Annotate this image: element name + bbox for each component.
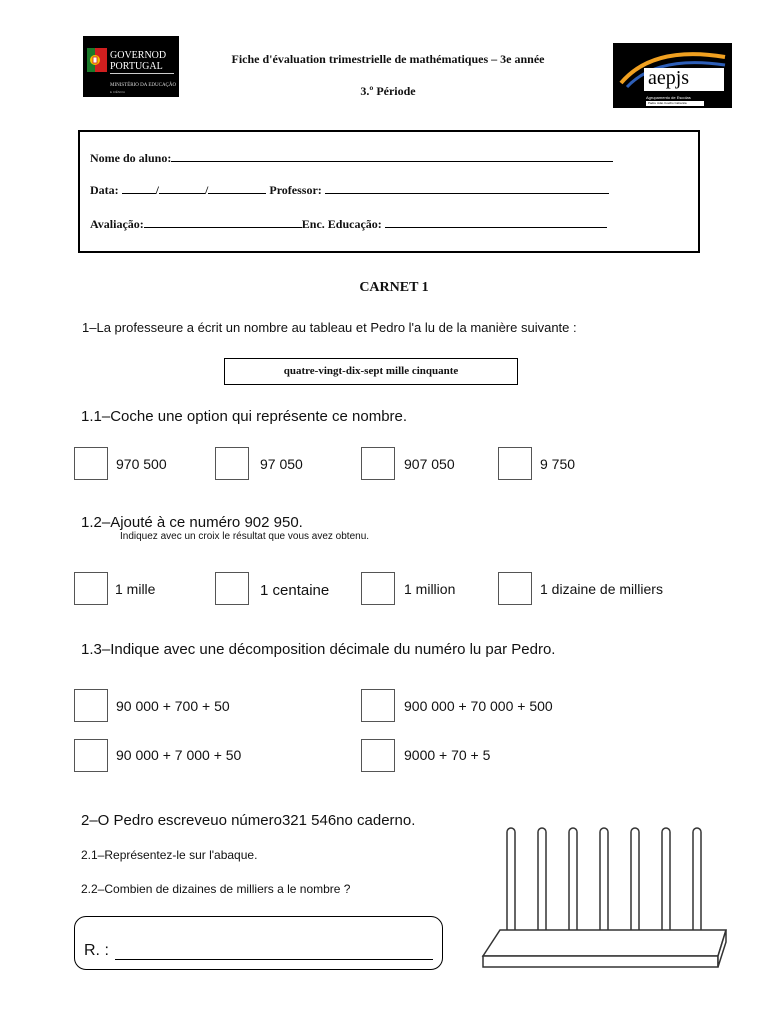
q1-1-option-2: 97 050 [260,456,303,472]
q1-3-checkbox-2[interactable] [361,689,395,722]
ministry-label-2: E CIÊNCIA [110,90,126,94]
question-1-2-text: 1.2–Ajouté à ce numéro 902 950. [81,514,303,531]
period-label: 3.º Période [360,84,416,98]
abacus-icon [478,822,730,972]
q1-2-option-2: 1 centaine [260,582,330,599]
q1-2-checkbox-2[interactable] [215,572,249,605]
date-separator: / [205,183,209,197]
q1-3-checkbox-3[interactable] [74,739,108,772]
q1-3-option-1: 90 000 + 700 + 50 [116,698,230,714]
q1-3-option-2: 900 000 + 70 000 + 500 [404,698,553,714]
q1-1-checkbox-2[interactable] [215,447,249,480]
answer-label: R. : [84,942,109,959]
date-label: Data: [90,183,119,197]
logo-divider [110,73,174,74]
ministry-label: MINISTÉRIO DA EDUCAÇÃO [110,83,177,88]
q1-2-option-3: 1 million [404,581,456,597]
school-logo-box [644,68,724,91]
school-logo-text: aepjs [648,67,690,89]
question-1-2-note: Indiquez avec un croix le résultat que vous avez obtenu. [120,531,370,542]
q1-3-checkbox-1[interactable] [74,689,108,722]
question-2-1-text: 2.1–Représentez-le sur l'abaque. [81,848,258,862]
guardian-label: Enc. Educação: [301,217,382,231]
q1-1-checkbox-4[interactable] [498,447,532,480]
question-1-text: 1–La professeure a écrit un nombre au tableau et Pedro l'a lu de la manière suivante : [82,320,577,335]
government-logo-title: GOVERNOD PORTUGAL [110,50,167,72]
q1-2-checkbox-1[interactable] [74,572,108,605]
carnet-title: CARNET 1 [359,280,429,295]
answer-line[interactable] [115,959,433,960]
date-year-field[interactable] [208,183,266,194]
q1-2-checkbox-3[interactable] [361,572,395,605]
date-month-field[interactable] [159,183,205,194]
q1-3-option-4: 9000 + 70 + 5 [404,747,491,763]
school-logo-line1: Agrupamento de Escolas [646,95,691,100]
date-row [90,183,609,198]
student-name-row [90,151,613,166]
date-day-field[interactable] [122,183,156,194]
q1-2-checkbox-4[interactable] [498,572,532,605]
student-info-box [78,130,700,253]
q1-3-checkbox-4[interactable] [361,739,395,772]
q1-1-checkbox-1[interactable] [74,447,108,480]
q1-1-option-3: 907 050 [404,456,455,472]
question-1-1-text: 1.1–Coche une option qui représente ce nombre. [81,408,408,425]
q1-1-option-4: 9 750 [540,456,576,472]
answer-box [74,916,443,970]
grade-label: Avaliação: [90,217,144,231]
number-in-words-box: quatre-vingt-dix-sept mille cinquante [224,358,518,385]
grade-row [90,217,607,232]
guardian-field[interactable] [385,217,607,228]
q1-2-option-4: 1 dizaine de milliers [540,581,663,597]
teacher-field[interactable] [325,183,609,194]
page-title: Fiche d'évaluation trimestrielle de mathématiques – 3e année [231,52,545,66]
q1-3-option-3: 90 000 + 7 000 + 50 [116,747,242,763]
q1-1-checkbox-3[interactable] [361,447,395,480]
school-logo [613,43,732,108]
question-1-3-text: 1.3–Indique avec une décomposition décimale du numéro lu par Pedro. [81,641,556,658]
grade-field[interactable] [144,217,302,228]
q1-2-option-1: 1 mille [115,581,156,597]
school-logo-line2: Padre João Coelho Cabanita [646,101,704,106]
question-2-text: 2–O Pedro escreveuo número321 546no caderno. [81,812,416,829]
teacher-label: Professor: [269,183,322,197]
student-name-label: Nome do aluno: [90,151,172,165]
date-separator: / [155,183,160,197]
q1-1-option-1: 970 500 [116,456,167,472]
question-2-2-text: 2.2–Combien de dizaines de milliers a le nombre ? [81,882,351,896]
student-name-field[interactable] [171,151,613,162]
